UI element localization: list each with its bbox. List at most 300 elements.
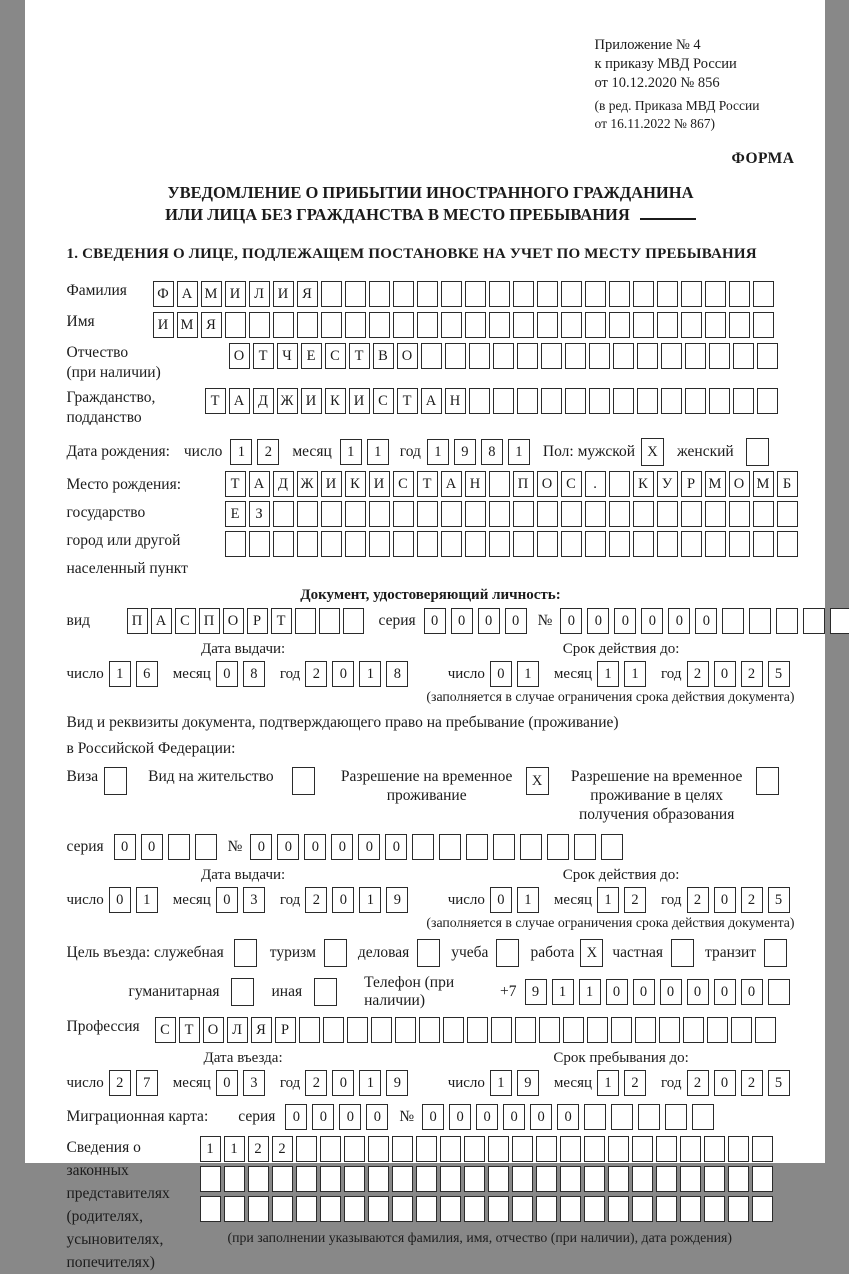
char-box[interactable]: О <box>397 343 418 369</box>
char-box[interactable]: 2 <box>305 887 327 913</box>
char-box[interactable] <box>685 388 706 414</box>
char-box[interactable]: 0 <box>451 608 473 634</box>
char-box[interactable] <box>369 531 390 557</box>
char-box[interactable] <box>753 281 774 307</box>
char-box[interactable] <box>561 281 582 307</box>
char-box[interactable] <box>323 1017 344 1043</box>
char-box[interactable] <box>439 834 461 860</box>
char-box[interactable]: И <box>273 281 294 307</box>
char-box[interactable] <box>273 312 294 338</box>
char-box[interactable] <box>729 281 750 307</box>
char-box[interactable] <box>633 312 654 338</box>
char-box[interactable] <box>320 1196 341 1222</box>
char-box[interactable] <box>764 939 787 967</box>
char-box[interactable]: И <box>321 471 342 497</box>
char-box[interactable]: О <box>203 1017 224 1043</box>
char-box[interactable]: 1 <box>597 887 619 913</box>
char-box[interactable]: 0 <box>660 979 682 1005</box>
char-box[interactable] <box>541 343 562 369</box>
char-box[interactable] <box>488 1196 509 1222</box>
char-box[interactable] <box>421 343 442 369</box>
char-box[interactable]: 1 <box>427 439 449 465</box>
char-box[interactable]: 0 <box>304 834 326 860</box>
char-box[interactable] <box>393 531 414 557</box>
char-box[interactable]: 0 <box>687 979 709 1005</box>
char-box[interactable]: 2 <box>687 887 709 913</box>
char-box[interactable]: 0 <box>339 1104 361 1130</box>
char-box[interactable] <box>248 1166 269 1192</box>
char-box[interactable]: 0 <box>478 608 500 634</box>
char-box[interactable]: Е <box>301 343 322 369</box>
char-box[interactable] <box>565 388 586 414</box>
char-box[interactable] <box>729 312 750 338</box>
char-box[interactable] <box>224 1166 245 1192</box>
char-box[interactable]: С <box>373 388 394 414</box>
char-box[interactable] <box>224 1196 245 1222</box>
char-box[interactable]: Я <box>297 281 318 307</box>
char-box[interactable] <box>613 388 634 414</box>
char-box[interactable] <box>589 343 610 369</box>
char-box[interactable]: И <box>349 388 370 414</box>
char-box[interactable] <box>656 1166 677 1192</box>
char-box[interactable] <box>297 501 318 527</box>
char-box[interactable] <box>608 1136 629 1162</box>
char-box[interactable] <box>469 388 490 414</box>
char-box[interactable]: А <box>249 471 270 497</box>
char-box[interactable]: 0 <box>385 834 407 860</box>
char-box[interactable]: 9 <box>386 1070 408 1096</box>
char-box[interactable] <box>417 501 438 527</box>
char-box[interactable]: 1 <box>517 887 539 913</box>
char-box[interactable] <box>661 388 682 414</box>
char-box[interactable] <box>493 343 514 369</box>
char-box[interactable] <box>561 312 582 338</box>
char-box[interactable] <box>441 281 462 307</box>
char-box[interactable]: М <box>753 471 774 497</box>
char-box[interactable] <box>749 608 771 634</box>
char-box[interactable] <box>488 1166 509 1192</box>
char-box[interactable] <box>343 608 364 634</box>
char-box[interactable] <box>680 1166 701 1192</box>
char-box[interactable] <box>297 531 318 557</box>
char-box[interactable]: 1 <box>552 979 574 1005</box>
char-box[interactable] <box>345 501 366 527</box>
char-box[interactable] <box>753 531 774 557</box>
char-box[interactable]: 0 <box>366 1104 388 1130</box>
char-box[interactable]: 3 <box>243 887 265 913</box>
char-box[interactable]: 1 <box>579 979 601 1005</box>
char-box[interactable]: Р <box>247 608 268 634</box>
char-box[interactable] <box>704 1196 725 1222</box>
char-box[interactable] <box>585 531 606 557</box>
char-box[interactable] <box>464 1166 485 1192</box>
char-box[interactable]: П <box>513 471 534 497</box>
char-box[interactable] <box>465 501 486 527</box>
char-box[interactable] <box>168 834 190 860</box>
char-box[interactable] <box>464 1136 485 1162</box>
char-box[interactable] <box>536 1166 557 1192</box>
char-box[interactable] <box>756 767 779 795</box>
char-box[interactable]: К <box>345 471 366 497</box>
char-box[interactable]: Е <box>225 501 246 527</box>
char-box[interactable] <box>777 531 798 557</box>
char-box[interactable]: Д <box>253 388 274 414</box>
char-box[interactable]: X <box>641 438 664 466</box>
char-box[interactable]: 2 <box>741 661 763 687</box>
char-box[interactable]: 1 <box>359 1070 381 1096</box>
char-box[interactable]: Н <box>445 388 466 414</box>
char-box[interactable]: И <box>225 281 246 307</box>
char-box[interactable] <box>589 388 610 414</box>
char-box[interactable] <box>234 939 257 967</box>
char-box[interactable]: А <box>177 281 198 307</box>
char-box[interactable] <box>632 1166 653 1192</box>
char-box[interactable]: 0 <box>331 834 353 860</box>
char-box[interactable] <box>609 501 630 527</box>
char-box[interactable]: 0 <box>530 1104 552 1130</box>
char-box[interactable]: 1 <box>597 661 619 687</box>
char-box[interactable] <box>777 501 798 527</box>
char-box[interactable] <box>493 834 515 860</box>
char-box[interactable] <box>441 312 462 338</box>
char-box[interactable] <box>633 281 654 307</box>
char-box[interactable] <box>512 1166 533 1192</box>
char-box[interactable] <box>536 1136 557 1162</box>
char-box[interactable]: Н <box>465 471 486 497</box>
char-box[interactable]: Т <box>205 388 226 414</box>
char-box[interactable] <box>299 1017 320 1043</box>
char-box[interactable]: З <box>249 501 270 527</box>
char-box[interactable] <box>464 1196 485 1222</box>
char-box[interactable]: 2 <box>257 439 279 465</box>
char-box[interactable] <box>776 608 798 634</box>
char-box[interactable] <box>320 1166 341 1192</box>
char-box[interactable] <box>709 343 730 369</box>
char-box[interactable] <box>393 501 414 527</box>
char-box[interactable] <box>272 1196 293 1222</box>
char-box[interactable] <box>443 1017 464 1043</box>
char-box[interactable]: 5 <box>768 661 790 687</box>
char-box[interactable] <box>560 1196 581 1222</box>
char-box[interactable] <box>830 608 849 634</box>
char-box[interactable]: 0 <box>250 834 272 860</box>
char-box[interactable]: 1 <box>224 1136 245 1162</box>
char-box[interactable]: 8 <box>481 439 503 465</box>
char-box[interactable]: 0 <box>358 834 380 860</box>
char-box[interactable]: 0 <box>332 887 354 913</box>
char-box[interactable] <box>632 1196 653 1222</box>
char-box[interactable]: 2 <box>687 1070 709 1096</box>
char-box[interactable]: И <box>369 471 390 497</box>
char-box[interactable] <box>729 501 750 527</box>
char-box[interactable] <box>347 1017 368 1043</box>
char-box[interactable] <box>440 1196 461 1222</box>
char-box[interactable] <box>345 281 366 307</box>
char-box[interactable] <box>393 312 414 338</box>
char-box[interactable] <box>517 343 538 369</box>
char-box[interactable] <box>731 1017 752 1043</box>
char-box[interactable]: 0 <box>668 608 690 634</box>
char-box[interactable]: . <box>585 471 606 497</box>
char-box[interactable]: Д <box>273 471 294 497</box>
char-box[interactable] <box>225 312 246 338</box>
char-box[interactable] <box>587 1017 608 1043</box>
char-box[interactable]: А <box>151 608 172 634</box>
char-box[interactable] <box>704 1166 725 1192</box>
char-box[interactable]: 0 <box>490 661 512 687</box>
char-box[interactable]: А <box>421 388 442 414</box>
char-box[interactable] <box>104 767 127 795</box>
char-box[interactable] <box>517 388 538 414</box>
char-box[interactable] <box>671 939 694 967</box>
char-box[interactable] <box>321 501 342 527</box>
char-box[interactable] <box>709 388 730 414</box>
char-box[interactable] <box>297 312 318 338</box>
char-box[interactable] <box>560 1136 581 1162</box>
char-box[interactable]: М <box>201 281 222 307</box>
char-box[interactable] <box>661 343 682 369</box>
char-box[interactable] <box>633 531 654 557</box>
char-box[interactable] <box>585 501 606 527</box>
char-box[interactable] <box>561 501 582 527</box>
char-box[interactable]: 0 <box>557 1104 579 1130</box>
char-box[interactable] <box>705 312 726 338</box>
char-box[interactable] <box>416 1136 437 1162</box>
char-box[interactable] <box>520 834 542 860</box>
char-box[interactable]: 9 <box>525 979 547 1005</box>
char-box[interactable] <box>537 312 558 338</box>
char-box[interactable]: 1 <box>517 661 539 687</box>
char-box[interactable] <box>489 471 510 497</box>
char-box[interactable]: 1 <box>136 887 158 913</box>
char-box[interactable]: X <box>526 767 549 795</box>
char-box[interactable] <box>395 1017 416 1043</box>
char-box[interactable]: С <box>393 471 414 497</box>
char-box[interactable] <box>441 501 462 527</box>
char-box[interactable]: 2 <box>624 887 646 913</box>
char-box[interactable] <box>584 1196 605 1222</box>
char-box[interactable] <box>200 1196 221 1222</box>
char-box[interactable] <box>585 281 606 307</box>
char-box[interactable]: 1 <box>508 439 530 465</box>
char-box[interactable]: Ж <box>297 471 318 497</box>
char-box[interactable]: К <box>325 388 346 414</box>
char-box[interactable] <box>512 1136 533 1162</box>
char-box[interactable]: 0 <box>285 1104 307 1130</box>
char-box[interactable] <box>513 501 534 527</box>
char-box[interactable] <box>705 501 726 527</box>
char-box[interactable] <box>440 1166 461 1192</box>
char-box[interactable] <box>609 281 630 307</box>
char-box[interactable] <box>321 281 342 307</box>
char-box[interactable]: 6 <box>136 661 158 687</box>
char-box[interactable] <box>753 501 774 527</box>
char-box[interactable] <box>465 281 486 307</box>
char-box[interactable]: 0 <box>312 1104 334 1130</box>
char-box[interactable]: 2 <box>109 1070 131 1096</box>
char-box[interactable]: 0 <box>714 887 736 913</box>
char-box[interactable]: С <box>561 471 582 497</box>
char-box[interactable]: О <box>729 471 750 497</box>
char-box[interactable] <box>705 281 726 307</box>
char-box[interactable] <box>273 531 294 557</box>
char-box[interactable]: 2 <box>305 1070 327 1096</box>
char-box[interactable] <box>685 343 706 369</box>
char-box[interactable]: 0 <box>277 834 299 860</box>
char-box[interactable]: 2 <box>248 1136 269 1162</box>
char-box[interactable] <box>295 608 316 634</box>
char-box[interactable] <box>755 1017 776 1043</box>
char-box[interactable] <box>392 1136 413 1162</box>
char-box[interactable]: 0 <box>422 1104 444 1130</box>
char-box[interactable] <box>195 834 217 860</box>
char-box[interactable] <box>632 1136 653 1162</box>
char-box[interactable]: 0 <box>695 608 717 634</box>
char-box[interactable] <box>560 1166 581 1192</box>
char-box[interactable]: 1 <box>597 1070 619 1096</box>
char-box[interactable] <box>392 1196 413 1222</box>
char-box[interactable] <box>752 1196 773 1222</box>
char-box[interactable] <box>369 281 390 307</box>
char-box[interactable]: 0 <box>560 608 582 634</box>
char-box[interactable] <box>296 1196 317 1222</box>
char-box[interactable]: 1 <box>340 439 362 465</box>
char-box[interactable] <box>469 343 490 369</box>
char-box[interactable]: 1 <box>624 661 646 687</box>
char-box[interactable]: 1 <box>490 1070 512 1096</box>
char-box[interactable] <box>657 281 678 307</box>
title-blank-line[interactable] <box>640 218 696 220</box>
char-box[interactable] <box>272 1166 293 1192</box>
char-box[interactable] <box>417 531 438 557</box>
char-box[interactable]: 9 <box>386 887 408 913</box>
char-box[interactable] <box>585 312 606 338</box>
char-box[interactable] <box>753 312 774 338</box>
char-box[interactable] <box>412 834 434 860</box>
char-box[interactable] <box>249 531 270 557</box>
char-box[interactable]: 0 <box>587 608 609 634</box>
char-box[interactable] <box>657 312 678 338</box>
char-box[interactable] <box>768 979 790 1005</box>
char-box[interactable]: Т <box>397 388 418 414</box>
char-box[interactable]: 2 <box>305 661 327 687</box>
char-box[interactable] <box>539 1017 560 1043</box>
char-box[interactable]: Т <box>417 471 438 497</box>
char-box[interactable]: 7 <box>136 1070 158 1096</box>
char-box[interactable]: 0 <box>114 834 136 860</box>
char-box[interactable]: С <box>155 1017 176 1043</box>
char-box[interactable]: С <box>175 608 196 634</box>
char-box[interactable]: 0 <box>216 1070 238 1096</box>
char-box[interactable] <box>417 312 438 338</box>
char-box[interactable] <box>344 1196 365 1222</box>
char-box[interactable]: 2 <box>741 1070 763 1096</box>
char-box[interactable] <box>231 978 254 1006</box>
char-box[interactable] <box>637 388 658 414</box>
char-box[interactable] <box>707 1017 728 1043</box>
char-box[interactable] <box>489 281 510 307</box>
char-box[interactable]: X <box>580 939 603 967</box>
char-box[interactable] <box>752 1136 773 1162</box>
char-box[interactable] <box>728 1136 749 1162</box>
char-box[interactable]: 2 <box>687 661 709 687</box>
char-box[interactable] <box>441 531 462 557</box>
char-box[interactable]: А <box>229 388 250 414</box>
char-box[interactable]: 0 <box>332 1070 354 1096</box>
char-box[interactable] <box>445 343 466 369</box>
char-box[interactable]: Я <box>201 312 222 338</box>
char-box[interactable] <box>321 312 342 338</box>
char-box[interactable] <box>803 608 825 634</box>
char-box[interactable] <box>344 1166 365 1192</box>
char-box[interactable]: О <box>223 608 244 634</box>
char-box[interactable]: 0 <box>741 979 763 1005</box>
char-box[interactable] <box>657 531 678 557</box>
char-box[interactable] <box>440 1136 461 1162</box>
char-box[interactable] <box>680 1136 701 1162</box>
char-box[interactable] <box>371 1017 392 1043</box>
char-box[interactable] <box>465 312 486 338</box>
char-box[interactable] <box>633 501 654 527</box>
char-box[interactable] <box>561 531 582 557</box>
char-box[interactable]: Ч <box>277 343 298 369</box>
char-box[interactable]: 1 <box>367 439 389 465</box>
char-box[interactable]: 8 <box>243 661 265 687</box>
char-box[interactable] <box>321 531 342 557</box>
char-box[interactable]: 0 <box>109 887 131 913</box>
char-box[interactable] <box>320 1136 341 1162</box>
char-box[interactable] <box>292 767 315 795</box>
char-box[interactable]: 3 <box>243 1070 265 1096</box>
char-box[interactable] <box>345 531 366 557</box>
char-box[interactable]: А <box>441 471 462 497</box>
char-box[interactable]: 0 <box>614 608 636 634</box>
char-box[interactable] <box>345 312 366 338</box>
char-box[interactable] <box>704 1136 725 1162</box>
char-box[interactable] <box>609 471 630 497</box>
char-box[interactable] <box>513 531 534 557</box>
char-box[interactable] <box>681 501 702 527</box>
char-box[interactable]: 0 <box>714 661 736 687</box>
char-box[interactable]: 1 <box>109 661 131 687</box>
char-box[interactable] <box>601 834 623 860</box>
char-box[interactable] <box>611 1017 632 1043</box>
char-box[interactable] <box>757 343 778 369</box>
char-box[interactable] <box>368 1136 389 1162</box>
char-box[interactable]: Б <box>777 471 798 497</box>
char-box[interactable] <box>657 501 678 527</box>
char-box[interactable]: 0 <box>714 979 736 1005</box>
char-box[interactable] <box>466 834 488 860</box>
char-box[interactable] <box>417 939 440 967</box>
char-box[interactable]: В <box>373 343 394 369</box>
char-box[interactable] <box>200 1166 221 1192</box>
char-box[interactable] <box>613 343 634 369</box>
char-box[interactable] <box>537 501 558 527</box>
char-box[interactable] <box>722 608 744 634</box>
char-box[interactable]: Ф <box>153 281 174 307</box>
char-box[interactable] <box>314 978 337 1006</box>
char-box[interactable] <box>665 1104 687 1130</box>
char-box[interactable] <box>635 1017 656 1043</box>
char-box[interactable]: И <box>301 388 322 414</box>
char-box[interactable] <box>638 1104 660 1130</box>
char-box[interactable] <box>419 1017 440 1043</box>
char-box[interactable]: Ж <box>277 388 298 414</box>
char-box[interactable]: Р <box>275 1017 296 1043</box>
char-box[interactable]: 5 <box>768 1070 790 1096</box>
char-box[interactable] <box>656 1196 677 1222</box>
